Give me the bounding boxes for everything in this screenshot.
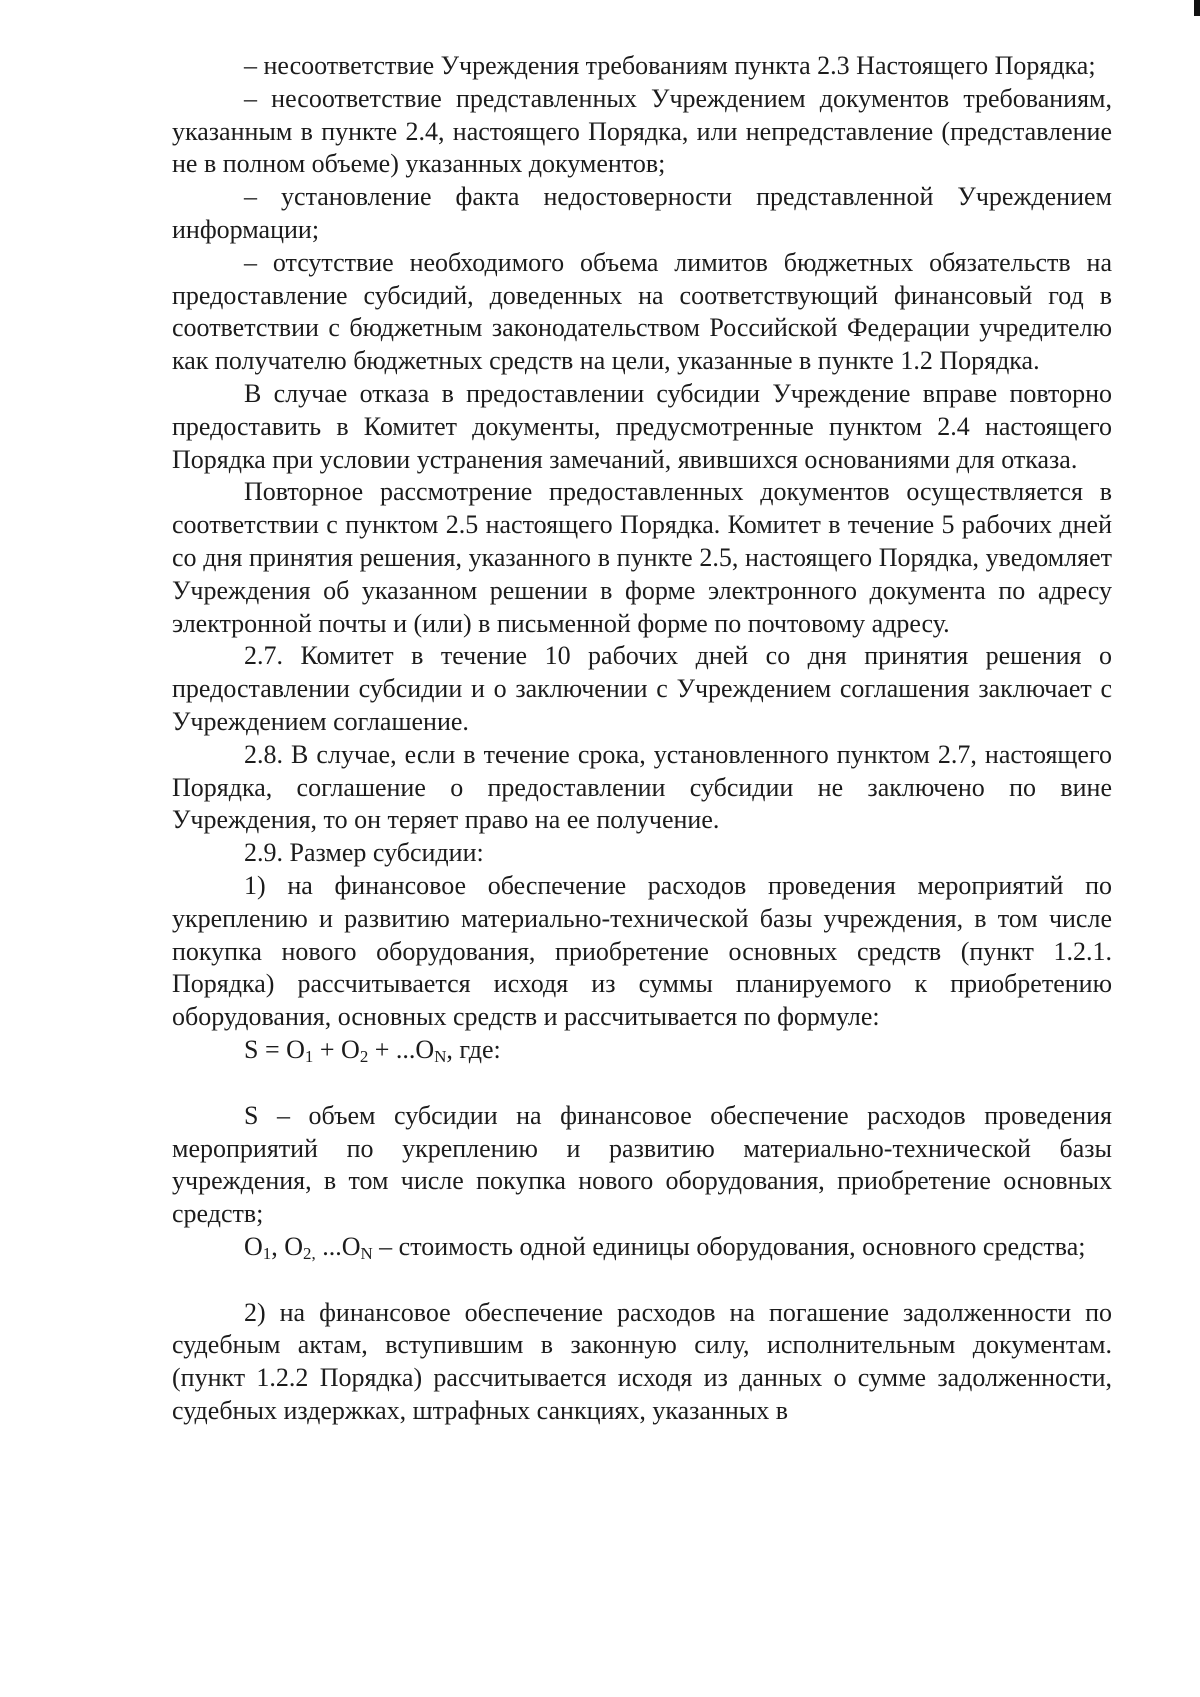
formula-part: + ...O (368, 1034, 435, 1064)
formula-subscript: 2 (359, 1047, 369, 1067)
paragraph-noncompliance-requirements: – несоответствие Учреждения требованиям пункта 2.3 Настоящего Порядка; (244, 51, 1096, 80)
paragraph-false-information: – установление факта недостоверности представленной Учреждением информации; (172, 182, 1112, 244)
definition-part: – стоимость одной единицы оборудования, основного средства; (372, 1231, 1086, 1261)
definition-s: S – объем субсидии на финансовое обеспечение расходов проведения мероприятий по укреплению и развитию материально-технической базы учреждения, в том числе покупка нового оборудования, приобретение основных средств; (172, 1100, 1112, 1229)
definition-part: ...O (315, 1231, 361, 1261)
definition-subscript: N (360, 1244, 373, 1264)
clause-2-8: 2.8. В случае, если в течение срока, установленного пунктом 2.7, настоящего Порядка, соглашение о предоставлении субсидии не заключено по вине Учреждения, то он теряет право на ее получение. (172, 739, 1112, 835)
formula-subscript: N (434, 1047, 447, 1067)
clause-2-7: 2.7. Комитет в течение 10 рабочих дней со дня принятия решения о предоставлении субсидии и о заключении с Учреждением соглашения заключает с Учреждением соглашение. (172, 641, 1112, 736)
formula-part: S = O (244, 1034, 305, 1064)
formula-part: , где: (446, 1034, 501, 1064)
subsidy-formula (172, 1034, 1112, 1067)
definition-o (172, 1231, 1112, 1264)
paragraph-budget-limits: – отсутствие необходимого объема лимитов бюджетных обязательств на предоставление субсидий, доведенных на соответствующий финансовый год в соответствии с бюджетным законодательством Российской Федерации учредителю как получателю бюджетных средств на цели, указанные в пункте 1.2 Порядка. (172, 247, 1112, 376)
scan-edge-mark (1194, 0, 1200, 16)
blank-line (172, 1067, 1112, 1100)
blank-line (172, 1264, 1112, 1297)
document-body (172, 50, 1112, 1428)
paragraph-repeat-review: Повторное рассмотрение предоставленных документов осуществляется в соответствии с пунктом 2.5 настоящего Порядка. Комитет в течение 5 рабочих дней со дня принятия решения, указанного в пункте 2.5, настоящего Порядка, уведомляет Учреждения об указанном решении в форме электронного документа по адресу электронной почты и (или) в письменной форме по почтовому адресу. (172, 477, 1112, 638)
definition-part: O (244, 1231, 263, 1261)
paragraph-noncompliance-documents: – несоответствие представленных Учреждением документов требованиям, указанным в пункте 2.4, настоящего Порядка, или непредставление (представление не в полном объеме) указанных документов; (172, 83, 1112, 179)
definition-subscript: 1 (262, 1244, 272, 1264)
definition-part: , O (271, 1231, 304, 1261)
clause-2-9-item-2: 2) на финансовое обеспечение расходов на погашение задолженности по судебным актам, вступившим в законную силу, исполнительным документам. (пункт 1.2.2 Порядка) рассчитывается исходя из данных о сумме задолженности, судебных издержках, штрафных санкциях, указанных в (172, 1297, 1112, 1426)
formula-subscript: 1 (304, 1047, 314, 1067)
clause-2-9-heading: 2.9. Размер субсидии: (244, 838, 484, 868)
formula-part: + O (313, 1034, 360, 1064)
paragraph-refusal-resubmission: В случае отказа в предоставлении субсидии Учреждение вправе повторно предоставить в Комитет документы, предусмотренные пунктом 2.4 настоящего Порядка при условии устранения замечаний, явившихся основаниями для отказа. (172, 378, 1112, 474)
definition-subscript: 2, (303, 1244, 316, 1264)
clause-2-9-item-1: 1) на финансовое обеспечение расходов проведения мероприятий по укреплению и развитию материально-технической базы учреждения, в том числе покупка нового оборудования, приобретение основных средств (пункт 1.2.1. Порядка) рассчитывается исходя из суммы планируемого к приобретению оборудования, основных средств и рассчитывается по формуле: (172, 870, 1112, 1032)
